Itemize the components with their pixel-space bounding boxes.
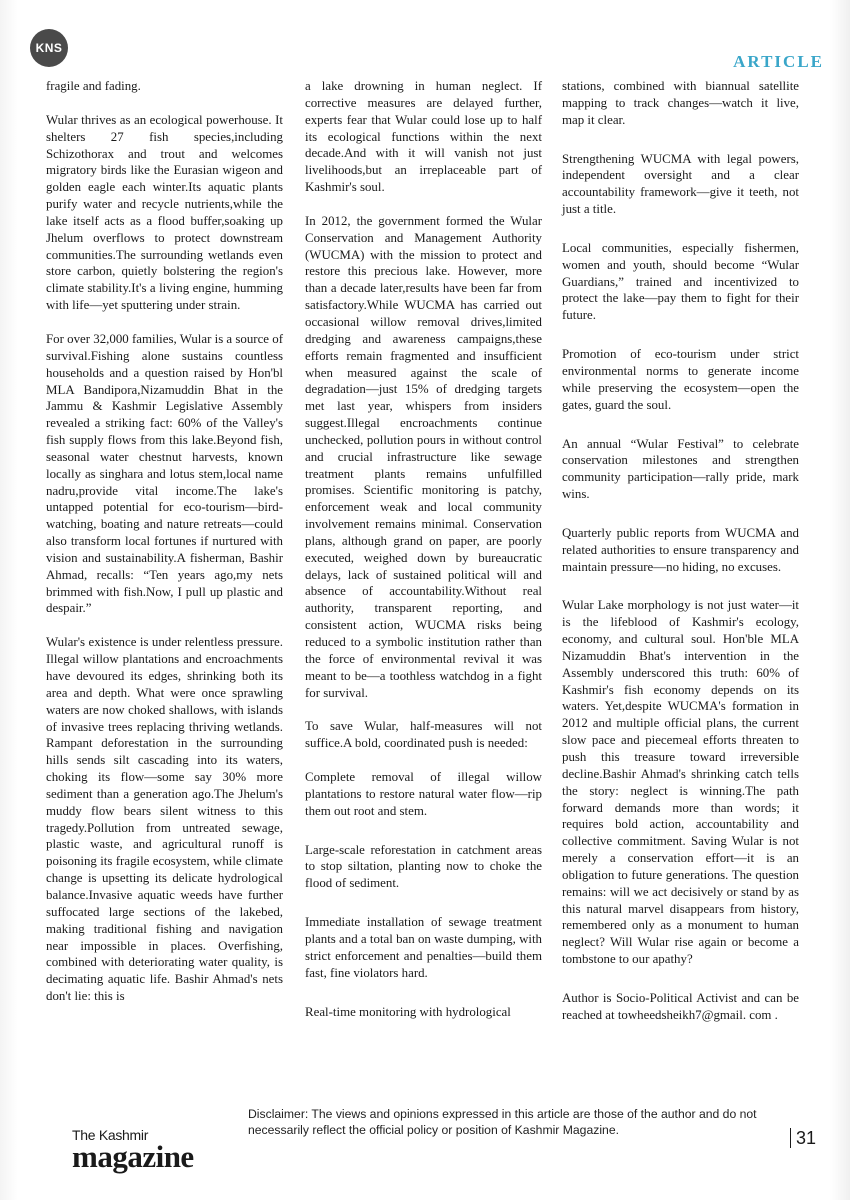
paragraph: Large-scale reforestation in catchment areas to stop siltation, planting now to choke the flood of sediment. xyxy=(305,842,542,891)
paragraph: Real-time monitoring with hydrological xyxy=(305,1004,511,1019)
paragraph: An annual “Wular Festival” to celebrate conservation milestones and strengthen community participation—rally pride, mark wins. xyxy=(562,436,799,502)
author-note: Author is Socio-Political Activist and can be reached at towheedsheikh7@gmail. com . xyxy=(562,990,799,1022)
paragraph: stations, combined with biannual satellite mapping to track changes—watch it live, map it clear. xyxy=(562,79,799,127)
kns-logo: KNS xyxy=(30,29,68,67)
paragraph: Quarterly public reports from WUCMA and related authorities to ensure transparency and maintain pressure—no hiding, no excuses. xyxy=(562,525,799,574)
paragraph: a lake drowning in human neglect. If corrective measures are delayed further, experts fear that Wular could lose up to half its ecological functions within the next decade.And with it will vanish not just livelihoods,but an irreplaceable part of Kashmir's soul. xyxy=(305,79,542,195)
article-column-2 xyxy=(305,78,542,1037)
paragraph: Wular's existence is under relentless pressure. Illegal willow plantations and encroachments have devoured its edges, shrinking both its area and depth. What were once sprawling waters are now choked shallows, with islands of invasive trees replacing thriving wetlands. Rampant deforestation in the surrounding hills sends silt cascading into its waters, choking its flow—some say 30% more sediment than a generation ago.The Jhelum's muddy flow bears silent witness to this tragedy.Pollution from untreated sewage, plastic waste, and agricultural runoff is poisoning its fragile ecosystem, while climate change is upsetting its delicate hydrological balance.Invasive aquatic weeds have further suffocated large sections of the lakebed, making traditional fishing and navigation near impossible in places. Overfishing, combined with deteriorating water quality, is decimating aquatic life. Bashir Ahmad's nets don't lie: this is xyxy=(46,635,283,1004)
paragraph: Promotion of eco-tourism under strict environmental norms to generate income while preserving the ecosystem—open the gates, guard the soul. xyxy=(562,347,799,412)
magazine-logo xyxy=(72,1128,212,1172)
paragraph: Wular thrives as an ecological powerhouse. It shelters 27 fish species,including Schizothorax and trout and welcomes migratory birds like the Eurasian wigeon and golden eagle each winter.Its aquatic plants purify water and recycle nutrients,while the lake itself acts as a flood buffer,soaking up Jhelum overflows to protect downstream communities.The surrounding wetlands even store carbon, quietly bolstering the region's climate stability.It's a living engine, humming with life—yet sputtering under strain. xyxy=(46,112,283,313)
paragraph: Complete removal of illegal willow plantations to restore natural water flow—rip them out root and stem. xyxy=(305,770,542,818)
paragraph: Local communities, especially fishermen, women and youth, should become “Wular Guardians,” trained and incentivized to protect the lake—pay them to fight for their future. xyxy=(562,240,799,323)
page-number: 31 xyxy=(790,1128,816,1148)
paragraph: For over 32,000 families, Wular is a source of survival.Fishing alone sustains countless households and a question raised by Hon'bl MLA Bandipora,Nizamuddin Bhat in the Jammu & Kashmir Legislative Assembly revealed a striking fact: 60% of the Valley's fish supply flows from this lake.Beyond fish, seasonal water chestnut harvests, known locally as singhara and lotus stem,local name nadru,provide vital income.The lake's untapped potential for eco-tourism—bird-watching, boating and nature retreats—could also transform local fortunes if nurtured with vision and sustainability.A fisherman, Bashir Ahmad, recalls: “Ten years ago,my nets brimmed with fish.Now, I pull up plastic and despair.” xyxy=(46,331,283,616)
paragraph: fragile and fading. xyxy=(46,79,141,93)
article-column-3 xyxy=(562,78,799,1041)
disclaimer: Disclaimer: The views and opinions expressed in this article are those of the author and do not necessarily reflect the official policy or position of Kashmir Magazine. xyxy=(248,1107,757,1137)
magazine-logo-top: The Kashmir xyxy=(72,1127,149,1143)
paragraph: Immediate installation of sewage treatment plants and a total ban on waste dumping, with strict enforcement and penalties—build them fast, fine violators hard. xyxy=(305,915,542,980)
paragraph: To save Wular, half-measures will not suffice.A bold, coordinated push is needed: xyxy=(305,719,542,751)
paragraph: Strengthening WUCMA with legal powers, independent oversight and a clear accountability framework—give it teeth, not just a title. xyxy=(562,151,799,217)
paragraph: In 2012, the government formed the Wular Conservation and Management Authority (WUCMA) with the mission to protect and restore this precious lake. However, more than a decade later,results have been far from satisfactory.While WUCMA has carried out occasional willow removal drives,limited dredging and awareness campaigns,these efforts remain fragmented and insufficient when measured against the scale of degradation—just 15% of dredging targets met last year, whispers from insiders suggest.Illegal encroachments continue unchecked, pollution pours in without control and crucial infrastructure like sewage treatment plants remains unfulfilled promises. Scientific monitoring is patchy, enforcement weak and local community involvement remains minimal. Conservation plans, although grand on paper, are poorly executed, weighed down by bureaucratic delays, lack of sustained political will and absence of accountability.Without real authority, transparent reporting, and consistent action, WUCMA risks being reduced to a symbolic institution rather than the force of environmental revival it was meant to be—a toothless watchdog in a fight for survival. xyxy=(305,213,542,700)
article-column-1 xyxy=(46,78,283,1022)
magazine-logo-main: magazine xyxy=(72,1139,194,1174)
paragraph: Wular Lake morphology is not just water—it is the lifeblood of Kashmir's ecology, economy, and cultural soul. Hon'ble MLA Nizamuddin Bhat's intervention in the Assembly underscored this truth: 60% of Kashmir's fish economy depends on its waters. Yet,despite WUCMA's formation in 2012 and multiple official plans, the current slow pace and piecemeal efforts threaten to push this treasure toward irreversible decline.Bashir Ahmad's shrinking catch tells the story: neglect is winning.The path forward demands more than words; it requires bold action, accountability and collective commitment. Saving Wular is not merely a conservation effort—it is an obligation to future generations. The question remains: will we act decisively or stand by as this natural marvel disappears from history, remembered only as a monument to human neglect? Will Wular rise again or become a tombstone to our apathy? xyxy=(562,598,799,967)
section-label: ARTICLE xyxy=(733,52,824,71)
